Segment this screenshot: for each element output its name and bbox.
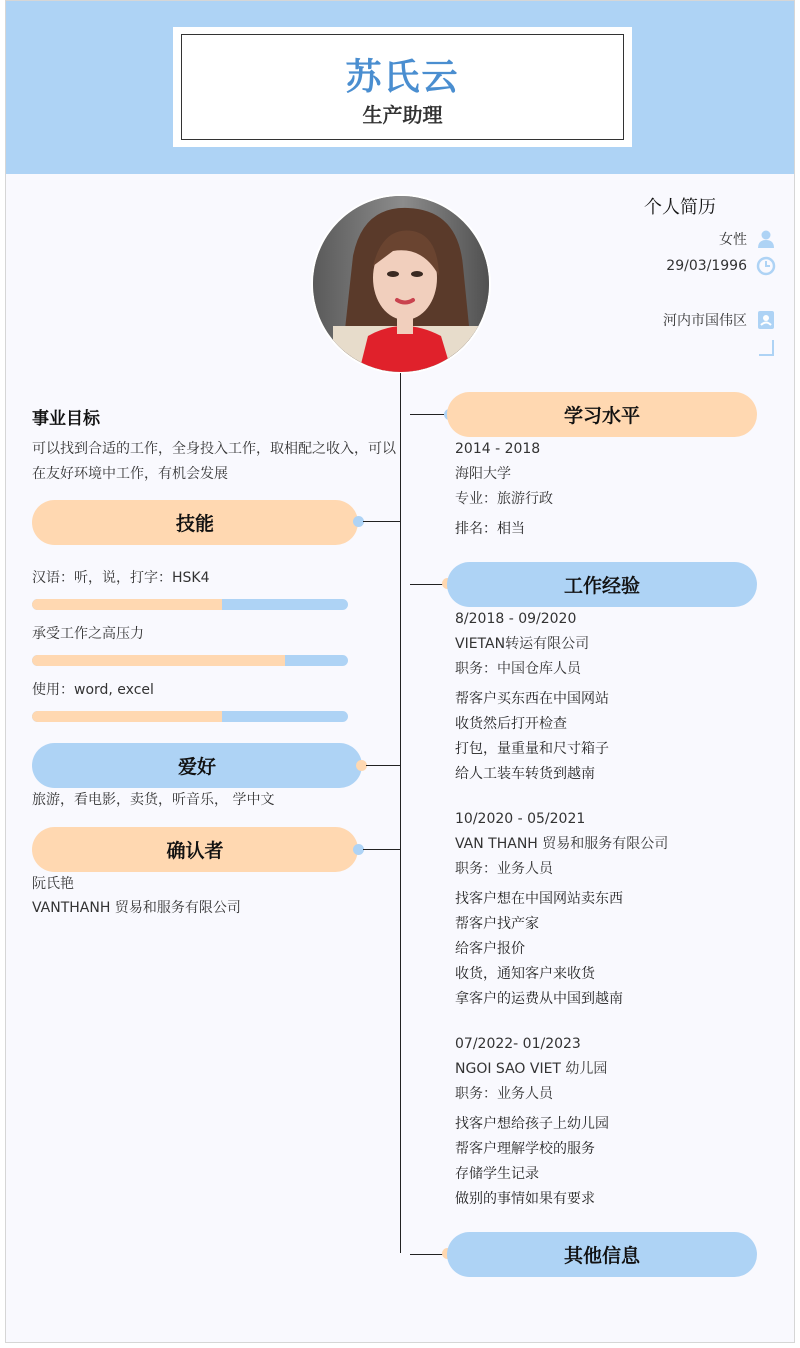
cv-title: 个人简历 [644, 197, 716, 218]
skill-level-bar [32, 599, 348, 610]
skill-level-bar [32, 655, 348, 666]
job-duty: 收货然后打开检查 [455, 716, 567, 732]
job-duties-list [455, 887, 623, 1012]
address-text: 河内市国伟区 [663, 313, 747, 329]
job-period: 8/2018 - 09/2020 [455, 611, 577, 627]
skill-level-bar [32, 711, 348, 722]
skills-heading: 技能 [32, 500, 358, 545]
job-duty: 找客户想在中国网站卖东西 [455, 891, 623, 907]
hobbies-connector-line [366, 765, 400, 766]
job-period: 07/2022- 01/2023 [455, 1036, 581, 1052]
job-duty: 打包，量重量和尺寸箱子 [455, 741, 609, 757]
education-heading: 学习水平 [447, 392, 757, 437]
person-name: 苏氏云 [345, 57, 460, 98]
job-company: NGOI SAO VIET 幼儿园 [455, 1061, 608, 1077]
referee-name: 阮氏艳 [32, 876, 74, 892]
corner-bracket-icon [756, 338, 776, 358]
referee-connector-line [363, 849, 400, 850]
referee-company: VANTHANH 贸易和服务有限公司 [32, 900, 241, 916]
job-duty: 拿客户的运费从中国到越南 [455, 991, 623, 1007]
job-duty: 帮客户找产家 [455, 916, 539, 932]
job-duties-list [455, 687, 609, 787]
job-duty: 给人工装车转货到越南 [455, 766, 595, 782]
experience-heading: 工作经验 [447, 562, 757, 607]
job-position: 职务：业务人员 [455, 1086, 553, 1102]
education-rank: 排名：相当 [455, 521, 525, 537]
job-position: 职务：业务人员 [455, 861, 553, 877]
experience-connector-line [410, 584, 446, 585]
job-duty: 找客户想给孩子上幼儿园 [455, 1116, 609, 1132]
clock-icon [756, 256, 776, 276]
profile-photo [311, 194, 491, 374]
birthdate-text: 29/03/1996 [666, 258, 747, 274]
job-company: VIETAN转运有限公司 [455, 636, 590, 652]
job-duty: 做别的事情如果有要求 [455, 1191, 595, 1207]
job-position: 职务：中国仓库人员 [455, 661, 581, 677]
job-title: 生产助理 [362, 103, 443, 127]
name-box-frame [181, 34, 624, 140]
job-duty: 存储学生记录 [455, 1166, 539, 1182]
job-company: VAN THANH 贸易和服务有限公司 [455, 836, 669, 852]
education-period: 2014 - 2018 [455, 441, 541, 457]
skill-label: 使用：word, excel [32, 682, 154, 698]
education-major: 专业：旅游行政 [455, 491, 553, 507]
job-duty: 给客户报价 [455, 941, 525, 957]
hobbies-heading: 爱好 [32, 743, 362, 788]
skill-label: 汉语：听，说，打字：HSK4 [32, 570, 210, 586]
hobbies-text: 旅游，看电影，卖货，听音乐， 学中文 [32, 792, 275, 808]
birthdate-row [666, 256, 776, 276]
other-connector-line [410, 1254, 446, 1255]
skill-level-fill [32, 711, 222, 722]
education-school: 海阳大学 [455, 466, 511, 482]
address-row [663, 310, 776, 330]
objective-title: 事业目标 [32, 409, 100, 429]
resume-page [5, 0, 795, 1343]
skills-connector-line [363, 521, 400, 522]
gender-row [719, 229, 776, 249]
referee-heading: 确认者 [32, 827, 358, 872]
job-duty: 帮客户买东西在中国网站 [455, 691, 609, 707]
contact-card-icon [756, 310, 776, 330]
job-duty: 帮客户理解学校的服务 [455, 1141, 595, 1157]
extra-row [756, 338, 776, 358]
skill-label: 承受工作之高压力 [32, 626, 144, 642]
job-duties-list [455, 1112, 609, 1212]
skill-level-fill [32, 599, 222, 610]
other-info-heading: 其他信息 [447, 1232, 757, 1277]
job-period: 10/2020 - 05/2021 [455, 811, 586, 827]
gender-text: 女性 [719, 232, 747, 248]
name-box [173, 27, 632, 147]
job-duty: 收货，通知客户来收货 [455, 966, 595, 982]
timeline-line [400, 373, 401, 1253]
education-connector-line [410, 414, 446, 415]
objective-text: 可以找到合适的工作，全身投入工作，取相配之收入，可以在友好环境中工作，有机会发展 [32, 441, 396, 482]
person-icon [756, 229, 776, 249]
header-band [6, 1, 794, 174]
skill-level-fill [32, 655, 285, 666]
